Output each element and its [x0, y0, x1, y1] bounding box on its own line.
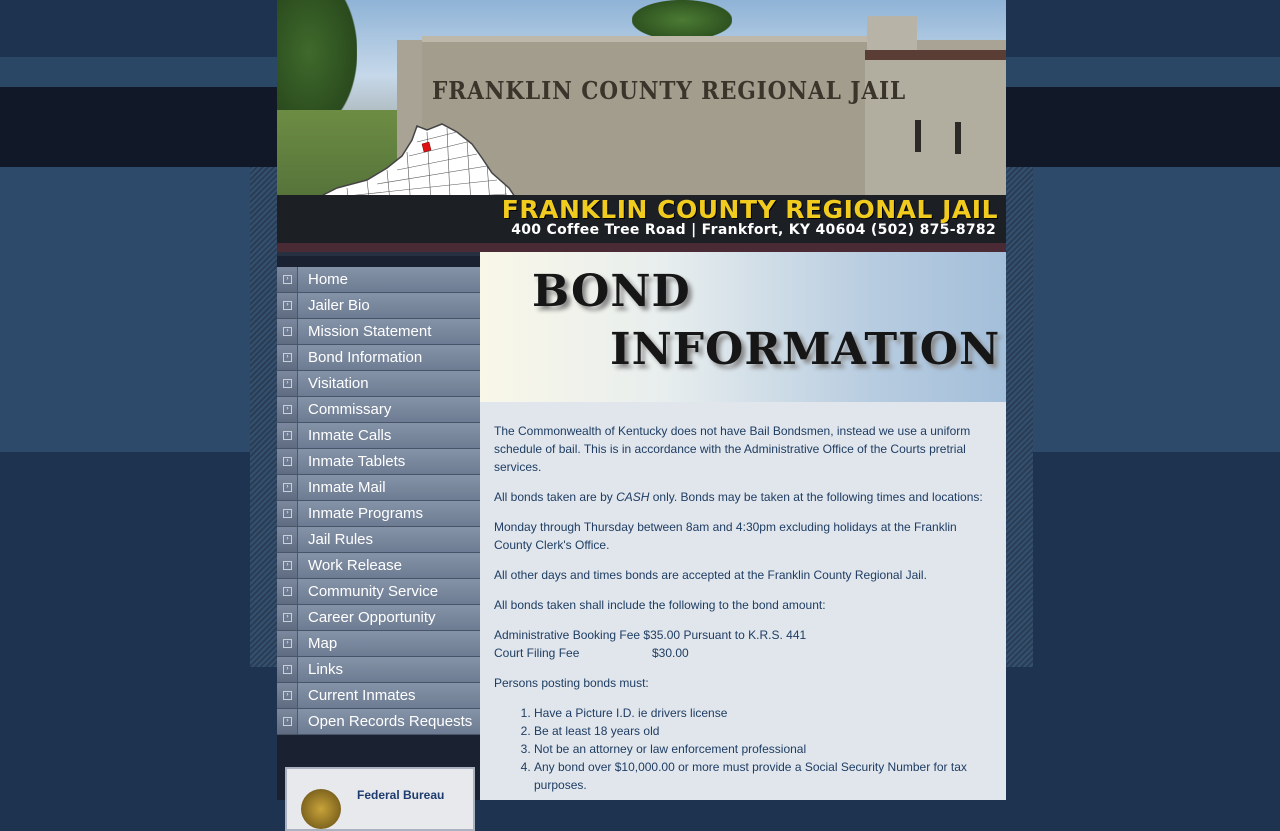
building-window [915, 120, 921, 152]
bullet-icon: › [277, 449, 298, 474]
nav-item-jail-rules[interactable] [277, 527, 480, 553]
bullet-icon: › [277, 709, 298, 734]
nav-item-inmate-programs[interactable] [277, 501, 480, 527]
nav-item-career-opportunity[interactable] [277, 605, 480, 631]
nav-item-label: Current Inmates [308, 687, 416, 704]
fee-court-filing [494, 644, 992, 662]
paragraph: All bonds taken are by CASH only. Bonds may be taken at the following times and locations: [494, 490, 983, 504]
paragraph: All bonds taken shall include the following to the bond amount: [494, 598, 826, 612]
nav-item-label: Open Records Requests [308, 713, 473, 730]
article-body [480, 402, 1006, 794]
bullet-icon: › [277, 345, 298, 370]
nav-item-label: Jailer Bio [308, 297, 370, 314]
building-wing [865, 50, 1006, 210]
paragraph: Monday through Thursday between 8am and 4:30pm excluding holidays at the Franklin County Clerk's Office. [494, 520, 957, 552]
bullet-icon: › [277, 397, 298, 422]
building-sign: FRANKLIN COUNTY REGIONAL JAIL [432, 76, 907, 105]
nav-item-links[interactable] [277, 657, 480, 683]
nav-item-label: Inmate Tablets [308, 453, 406, 470]
header-stripe [277, 243, 1006, 252]
page-banner [480, 252, 1006, 402]
nav-item-label: Inmate Calls [308, 427, 392, 444]
nav-item-work-release[interactable] [277, 553, 480, 579]
site-title: FRANKLIN COUNTY REGIONAL JAIL [501, 195, 998, 224]
list-item: 1. Have a Picture I.D. ie drivers license [534, 704, 992, 722]
nav-item-label: Community Service [308, 583, 439, 600]
tree-image [632, 0, 732, 40]
bullet-icon: › [277, 683, 298, 708]
site-address: 400 Coffee Tree Road | Frankfort, KY 40604 (502) 875-8782 [511, 222, 996, 238]
bullet-icon: › [277, 423, 298, 448]
nav-item-mission-statement[interactable] [277, 319, 480, 345]
nav-item-label: Work Release [308, 557, 402, 574]
page-title-line1: BOND [532, 266, 691, 317]
list-item: 2. Be at least 18 years old [534, 722, 992, 740]
paragraph: The Commonwealth of Kentucky does not have Bail Bondsmen, instead we use a uniform schedule of bail. This is in accordance with the Administrative Office of the Courts pretrial services. [494, 424, 971, 474]
fee-amount: $30.00 [652, 646, 689, 660]
nav-item-current-inmates[interactable] [277, 683, 480, 709]
nav-item-label: Visitation [308, 375, 369, 392]
page-container [277, 0, 1006, 800]
nav-item-open-records-requests[interactable] [277, 709, 480, 735]
bullet-icon: › [277, 501, 298, 526]
nav-item-label: Jail Rules [308, 531, 374, 548]
nav-item-label: Bond Information [308, 349, 423, 366]
ad-label: Federal Bureau [357, 788, 445, 802]
nav-item-home[interactable] [277, 267, 480, 293]
nav-item-label: Links [308, 661, 344, 678]
bullet-icon: › [277, 319, 298, 344]
bullet-icon: › [277, 631, 298, 656]
nav-item-inmate-tablets[interactable] [277, 449, 480, 475]
main-nav [277, 267, 480, 735]
nav-item-community-service[interactable] [277, 579, 480, 605]
nav-item-label: Home [308, 271, 349, 288]
page-shadow-left [250, 167, 278, 667]
site-header [277, 0, 1006, 252]
federal-bureau-link[interactable] [285, 767, 475, 831]
paragraph: All other days and times bonds are accepted at the Franklin County Regional Jail. [494, 568, 927, 582]
requirements-list [494, 704, 992, 794]
nav-item-label: Mission Statement [308, 323, 432, 340]
nav-item-inmate-mail[interactable] [277, 475, 480, 501]
bullet-icon: › [277, 527, 298, 552]
sidebar [277, 252, 480, 800]
bullet-icon: › [277, 371, 298, 396]
page-shadow-right [1005, 167, 1033, 667]
bullet-icon: › [277, 475, 298, 500]
list-item: 3. Not be an attorney or law enforcement professional [534, 740, 992, 758]
fee-booking: Administrative Booking Fee $35.00 Pursuant to K.R.S. 441 [494, 628, 807, 642]
nav-item-visitation[interactable] [277, 371, 480, 397]
nav-item-label: Inmate Programs [308, 505, 424, 522]
nav-item-label: Career Opportunity [308, 609, 436, 626]
nav-item-label: Map [308, 635, 338, 652]
seal-icon [301, 789, 341, 829]
main-content [480, 252, 1006, 800]
nav-top-border [277, 252, 480, 267]
list-item: 4. Any bond over $10,000.00 or more must provide a Social Security Number for tax purposes. [534, 758, 992, 794]
bullet-icon: › [277, 605, 298, 630]
bullet-icon: › [277, 267, 298, 292]
bullet-icon: › [277, 553, 298, 578]
nav-item-jailer-bio[interactable] [277, 293, 480, 319]
bullet-icon: › [277, 579, 298, 604]
paragraph: Persons posting bonds must: [494, 676, 649, 690]
bullet-icon: › [277, 657, 298, 682]
nav-item-label: Commissary [308, 401, 392, 418]
emphasis: CASH [616, 490, 650, 504]
fee-list [494, 626, 992, 662]
nav-item-map[interactable] [277, 631, 480, 657]
bullet-icon: › [277, 293, 298, 318]
nav-item-inmate-calls[interactable] [277, 423, 480, 449]
fee-name: Court Filing Fee [494, 646, 580, 660]
nav-item-bond-information[interactable] [277, 345, 480, 371]
page-title-line2: INFORMATION [610, 324, 1001, 375]
building-window [955, 122, 961, 154]
nav-item-commissary[interactable] [277, 397, 480, 423]
nav-item-label: Inmate Mail [308, 479, 386, 496]
